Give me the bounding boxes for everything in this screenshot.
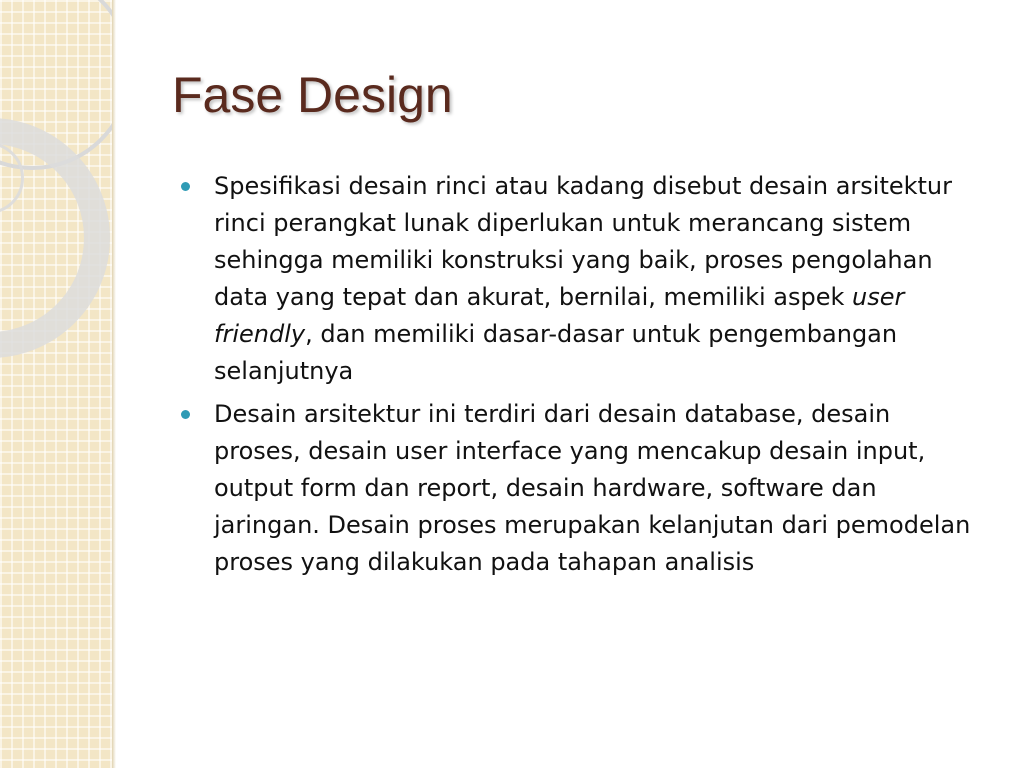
decorative-side-panel: [0, 0, 112, 768]
bullet-dot-icon: [181, 182, 190, 191]
bullet-emphasis: user friendly: [214, 283, 905, 348]
bullet-item: [180, 168, 980, 390]
bullet-dot-icon: [181, 410, 190, 419]
bullet-text: , dan memiliki dasar-dasar untuk pengembangan selanjutnya: [214, 320, 898, 385]
ring-decoration: [0, 118, 110, 358]
panel-divider: [112, 0, 116, 768]
bullet-list: [180, 168, 980, 587]
bullet-text: Spesifikasi desain rinci atau kadang disebut desain arsitektur rinci perangkat lunak diperlukan untuk merancang sistem sehingga memiliki konstruksi yang baik, proses pengolahan data yang tepat dan akurat, bernilai, memiliki aspek: [214, 172, 953, 311]
bullet-item: [180, 396, 980, 581]
bullet-text: Desain arsitektur ini terdiri dari desain database, desain proses, desain user interface yang mencakup desain input, output form dan report, desain hardware, software dan jaringan. Desain proses merupakan kelanjutan dari pemodelan proses yang dilakukan pada tahapan analisis: [214, 400, 971, 576]
slide-title: Fase Design: [172, 67, 453, 123]
